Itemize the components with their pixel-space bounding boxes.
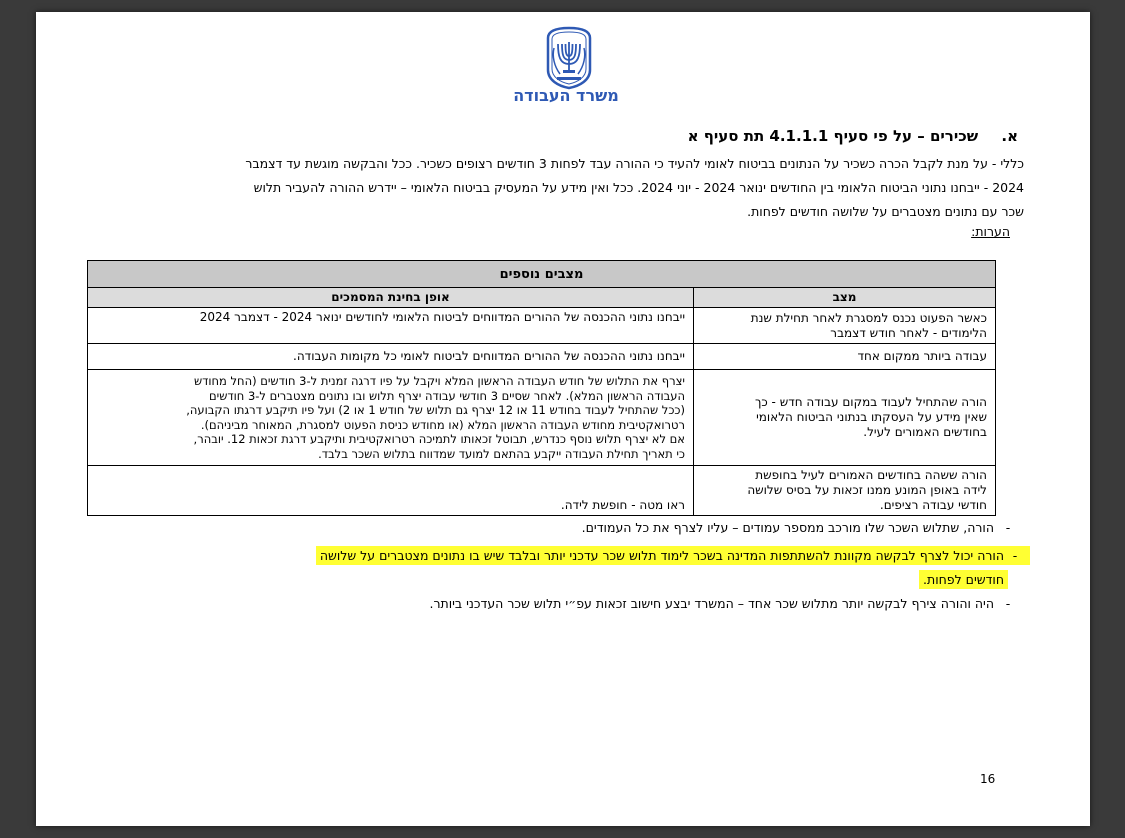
situations-table [87, 260, 996, 516]
intro-line-2: 2024 - ייבחנו נתוני הביטוח הלאומי בין החודשים ינואר 2024 - יוני 2024. ככל ואין מידע על המעסיק בביטוח הלאומי – יידרש ההורה להעביר תלוש [253, 180, 1024, 195]
column-header-state: מצב [694, 288, 996, 308]
page-number: 16 [980, 772, 996, 786]
list-item [429, 596, 1022, 611]
list-item [316, 546, 1030, 565]
column-header-method: אופן בחינת המסמכים [88, 288, 694, 308]
bullet-dash: - [1005, 520, 1011, 535]
method-cell: ייבחנו נתוני ההכנסה של ההורים המדווחים לביטוח לאומי כל מקומות העבודה. [88, 344, 694, 370]
list-item [582, 520, 1022, 535]
table-title: מצבים נוספים [88, 261, 996, 288]
state-cell: הורה ששהה בחודשים האמורים לעיל בחופשת לידה באופן המונע ממנו זכאות על בסיס שלושה חודשי עבודה רציפים. [694, 466, 996, 516]
section-letter: א. [1001, 127, 1018, 145]
bullet-continuation: חודשים לפחות. [919, 570, 1008, 589]
method-cell: יצרף את התלוש של חודש העבודה הראשון המלא ויקבל על פיו דרגה זמנית ל-3 חודשים (החל מחודש העבודה הראשון המלא). לאחר שסיים 3 חודשי עבודה יצרף תלוש ובו נתונים מצטברים ל-3 חודשים (ככל שהתחיל לעבוד בחודש 11 או 12 יצרף גם תלוש של חודש 1 או 2) ועל פיו תיקבע דרגתו הקבועה, רטרואקטיבית מחודש העבודה הראשון המלא (או מחודש כניסת הפעוט למסגרת, המאוחר מביניהם). אם לא יצרף תלוש נוסף כנדרש, תבוטל זכאותו לתמיכה רטרואקטיבית ותיקבע דרגת זכאות 12. יובהר, כי תאריך תחילת העבודה ייקבע בהתאם למועד שמדווח בתלוש השכר בלבד. [88, 370, 694, 466]
table-row [88, 344, 996, 370]
intro-line-1: כללי - על מנת לקבל הכרה כשכיר על הנתונים בביטוח לאומי להעיד כי ההורה עבד לפחות 3 חודשים רצופים כשכיר. ככל והבקשה מוגשת עד דצמבר [245, 156, 1024, 171]
bullet-text: הורה יכול לצרף לבקשה מקוונת להשתתפות המדינה בשכר לימוד תלוש שכר עדכני יותר ובלבד שיש בו נתונים מצטברים על שלושה [319, 548, 1004, 563]
bullet-text: היה והורה צירף לבקשה יותר מתלוש שכר אחד – המשרד יבצע חישוב זכאות עפ״י תלוש שכר העדכני ביותר. [429, 596, 994, 611]
ministry-name: משרד העבודה [513, 86, 619, 105]
table-row [88, 370, 996, 466]
notes-label: הערות: [971, 224, 1010, 239]
table-row [88, 308, 996, 344]
state-cell: עבודה ביותר ממקום אחד [694, 344, 996, 370]
method-cell: ראו מטה - חופשת לידה. [88, 466, 694, 516]
section-title: שכירים – על פי סעיף 4.1.1.1 תת סעיף א [687, 127, 979, 145]
state-cell: הורה שהתחיל לעבוד במקום עבודה חדש - כך שאין מידע על העסקתו בנתוני הביטוח הלאומי בחודשים האמורים לעיל. [694, 370, 996, 466]
table-row [88, 466, 996, 516]
section-heading [688, 127, 1018, 145]
state-cell: כאשר הפעוט נכנס למסגרת לאחר תחילת שנת הלימודים - לאחר חודש דצמבר [694, 308, 996, 344]
method-cell: ייבחנו נתוני ההכנסה של ההורים המדווחים לביטוח הלאומי לחודשים ינואר 2024 - דצמבר 2024 [88, 308, 694, 344]
bullet-text: הורה, שתלוש השכר שלו מורכב ממספר עמודים – עליו לצרף את כל העמודים. [581, 520, 994, 535]
bullet-dash: - [1012, 548, 1018, 563]
bullet-dash: - [1005, 596, 1011, 611]
document-page [36, 12, 1090, 826]
state-emblem-icon [544, 26, 594, 90]
intro-line-3: שכר עם נתונים מצטברים על שלושה חודשים לפחות. [747, 204, 1024, 219]
